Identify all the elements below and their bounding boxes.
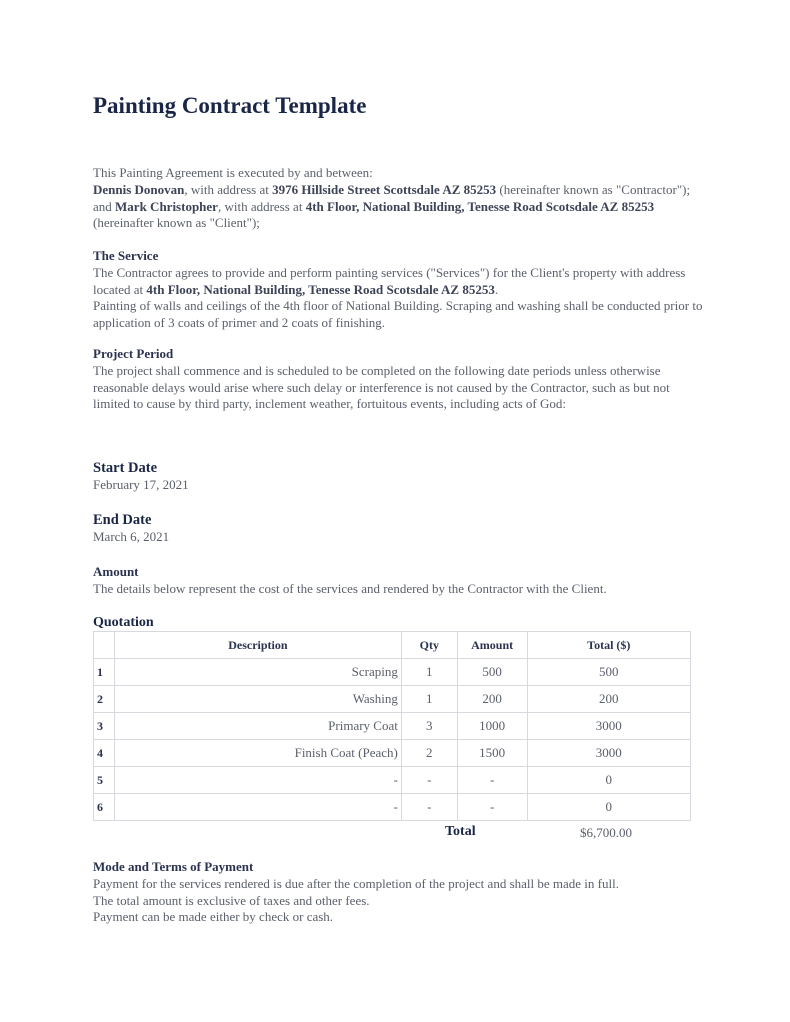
row-description: Scraping: [114, 659, 401, 686]
page-title: Painting Contract Template: [93, 93, 367, 118]
row-amount: 1000: [457, 713, 527, 740]
header-description: Description: [114, 632, 401, 659]
end-date-heading: End Date: [93, 512, 152, 528]
row-total: 0: [527, 794, 690, 821]
client-name: Mark Christopher: [115, 198, 218, 214]
row-description: Finish Coat (Peach): [114, 740, 401, 767]
table-header-row: [94, 632, 691, 659]
intro-line: This Painting Agreement is executed by and between:: [93, 165, 373, 180]
payment-line: Payment for the services rendered is due after the completion of the project and shall be made in full.: [93, 875, 619, 891]
row-amount: -: [457, 794, 527, 821]
parties-paragraph: [93, 182, 703, 232]
amount-text: The details below represent the cost of the services and rendered by the Contractor with the Client.: [93, 580, 607, 596]
end-date-section: [93, 512, 703, 546]
row-number: 6: [94, 794, 115, 821]
total-label: Total: [445, 824, 476, 839]
total-value: $6,700.00: [580, 825, 632, 840]
header-qty: Qty: [401, 632, 457, 659]
row-description: -: [114, 794, 401, 821]
period-text: The project shall commence and is scheduled to be completed on the following date periods unless otherwise reasonable delays would arise where such delay or interference is not caused by the Contractor, such as but not limited to cause by third party, inclement weather, fortuitous events, including acts of God:: [93, 362, 670, 412]
table-row: [94, 659, 691, 686]
service-text: The Contractor agrees to provide and perform painting services ("Services") for the Client's property with address located at: [93, 264, 686, 297]
row-number: 4: [94, 740, 115, 767]
service-heading: The Service: [93, 248, 159, 263]
payment-section: [93, 859, 703, 926]
intro-section: [93, 165, 703, 232]
intro-text: , with address at: [217, 198, 306, 214]
row-total: 0: [527, 767, 690, 794]
header-amount: Amount: [457, 632, 527, 659]
row-number: 5: [94, 767, 115, 794]
start-date-value: February 17, 2021: [93, 476, 189, 492]
payment-line: Payment can be made either by check or cash.: [93, 909, 334, 925]
row-total: 3000: [527, 713, 690, 740]
table-row: [94, 794, 691, 821]
row-qty: -: [401, 767, 457, 794]
row-total: 500: [527, 659, 690, 686]
contractor-address: 3976 Hillside Street Scottsdale AZ 85253: [272, 181, 497, 197]
period-heading: Project Period: [93, 346, 174, 361]
row-total: 200: [527, 686, 690, 713]
payment-line: The total amount is exclusive of taxes and other fees.: [93, 892, 370, 908]
service-paragraph: [93, 265, 703, 299]
row-number: 3: [94, 713, 115, 740]
service-details: Painting of walls and ceilings of the 4th floor of National Building. Scraping and washing shall be conducted prior to application of 3 coats of primer and 2 coats of finishing.: [93, 298, 703, 331]
table-row: [94, 713, 691, 740]
row-qty: 1: [401, 686, 457, 713]
row-description: -: [114, 767, 401, 794]
row-amount: 200: [457, 686, 527, 713]
intro-text: (hereinafter known as "Client");: [93, 215, 260, 231]
payment-heading: Mode and Terms of Payment: [93, 859, 254, 874]
service-text: .: [494, 281, 499, 297]
end-date-value: March 6, 2021: [93, 528, 170, 544]
quotation-title: Quotation: [93, 615, 154, 630]
row-qty: -: [401, 794, 457, 821]
quotation-table: [93, 631, 691, 821]
amount-heading: Amount: [93, 564, 139, 579]
service-section: [93, 248, 703, 332]
header-num: [94, 632, 115, 659]
row-amount: 1500: [457, 740, 527, 767]
row-total: 3000: [527, 740, 690, 767]
period-section: [93, 346, 703, 413]
amount-section: [93, 564, 703, 598]
row-amount: 500: [457, 659, 527, 686]
contractor-name: Dennis Donovan: [93, 181, 185, 197]
client-address: 4th Floor, National Building, Tenesse Road Scotsdale AZ 85253: [305, 198, 655, 214]
row-amount: -: [457, 767, 527, 794]
row-description: Primary Coat: [114, 713, 401, 740]
table-row: [94, 686, 691, 713]
row-qty: 2: [401, 740, 457, 767]
start-date-section: [93, 460, 703, 494]
start-date-heading: Start Date: [93, 460, 158, 476]
intro-text: , with address at: [184, 181, 273, 197]
service-address: 4th Floor, National Building, Tenesse Road Scotsdale AZ 85253: [146, 281, 495, 297]
row-description: Washing: [114, 686, 401, 713]
table-row: [94, 740, 691, 767]
row-qty: 3: [401, 713, 457, 740]
row-number: 2: [94, 686, 115, 713]
row-number: 1: [94, 659, 115, 686]
table-row: [94, 767, 691, 794]
row-qty: 1: [401, 659, 457, 686]
intro-text: (hereinafter known as "Contractor"); and: [93, 181, 691, 214]
header-total: Total ($): [527, 632, 690, 659]
